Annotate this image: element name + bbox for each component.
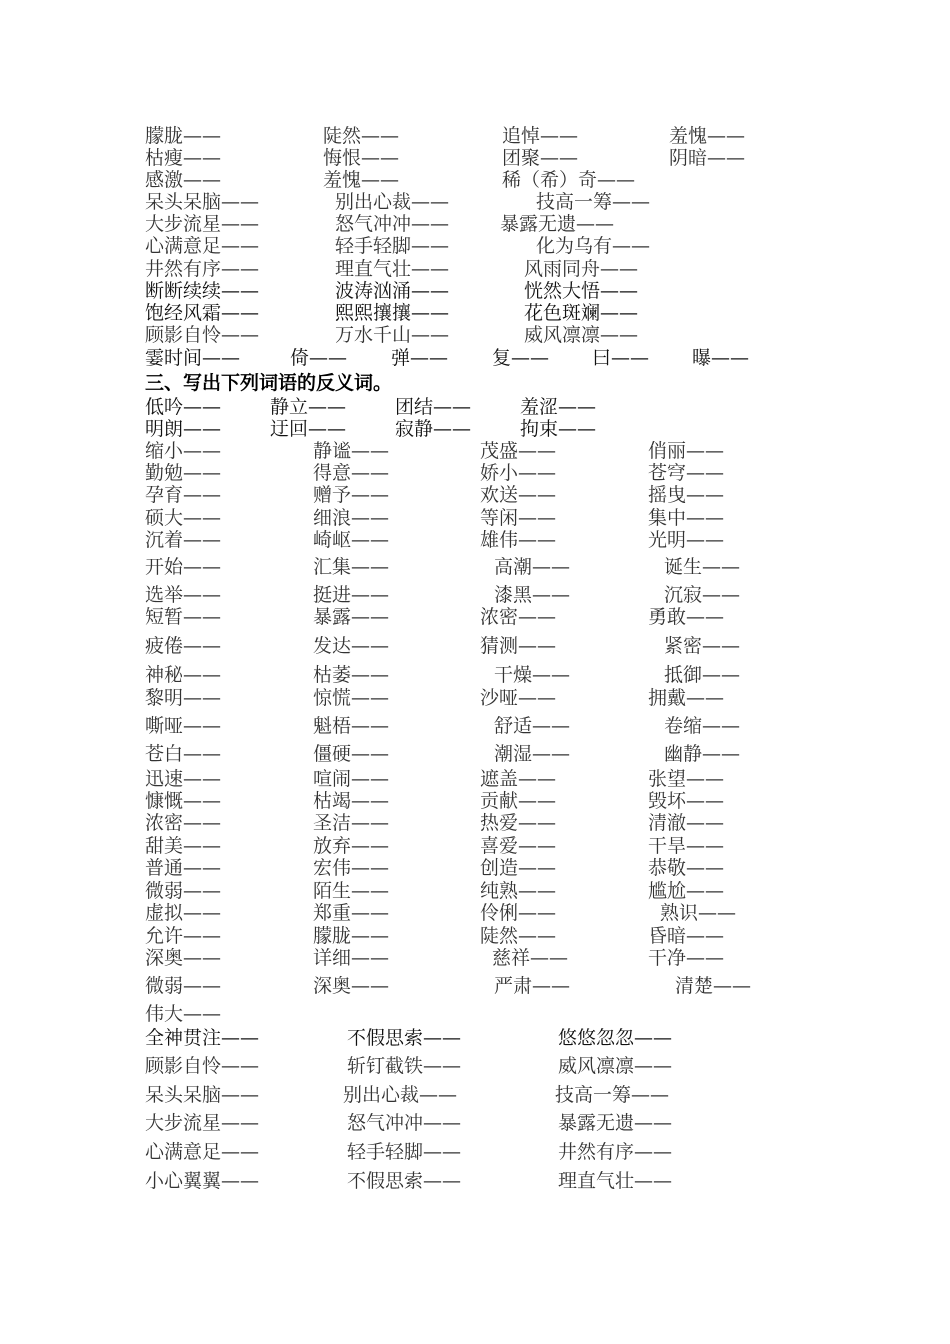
word-row [0,147,950,169]
word-item: 得意—— [313,462,390,484]
word-item: 摇曳—— [648,484,725,506]
word-item: 卷缩—— [664,715,741,737]
word-item: 清澈—— [648,812,725,834]
word-item: 迅速—— [145,768,222,790]
word-item: 拘束—— [520,418,597,440]
word-row [0,462,950,484]
word-item: 深奥—— [145,947,222,969]
word-item: 羞愧—— [323,169,400,191]
word-row [0,857,950,879]
word-item: 干旱—— [648,835,725,857]
word-item: 浓密—— [145,812,222,834]
word-item: 大步流星—— [145,213,260,235]
word-row [0,743,950,765]
word-item: 别出心裁—— [343,1084,458,1106]
word-item: 黎明—— [145,687,222,709]
word-item: 小心翼翼—— [145,1170,260,1192]
word-row [0,169,950,191]
word-item: 陡然—— [323,125,400,147]
word-row [0,396,950,418]
word-item: 威风凛凛—— [558,1055,673,1077]
word-item: 抵御—— [664,664,741,686]
word-item: 喜爱—— [480,835,557,857]
word-item: 诞生—— [664,556,741,578]
word-item: 恭敬—— [648,857,725,879]
word-item: 微弱—— [145,975,222,997]
word-row [0,687,950,709]
word-row [0,556,950,578]
word-item: 悠悠忽忽—— [558,1027,673,1049]
word-item: 僵硬—— [313,743,390,765]
word-item: 化为乌有—— [536,235,651,257]
word-row [0,125,950,147]
word-item: 开始—— [145,556,222,578]
word-item: 沉寂—— [664,584,741,606]
word-item: 威风凛凛—— [524,324,639,346]
word-item: 理直气壮—— [335,258,450,280]
word-item: 发达—— [313,635,390,657]
word-item: 呆头呆脑—— [145,1084,260,1106]
word-row [0,529,950,551]
word-item: 心满意足—— [145,235,260,257]
word-row [0,347,950,369]
word-item: 俏丽—— [648,440,725,462]
word-row [0,880,950,902]
word-item: 微弱—— [145,880,222,902]
word-item: 心满意足—— [145,1141,260,1163]
word-item: 宏伟—— [313,857,390,879]
word-item: 苍穹—— [648,462,725,484]
word-item: 崎岖—— [313,529,390,551]
word-item: 伟大—— [145,1003,222,1025]
word-row [0,1055,950,1077]
word-item: 朦胧—— [145,125,222,147]
word-item: 沉着—— [145,529,222,551]
word-item: 静立—— [270,396,347,418]
word-item: 稀（希）奇—— [502,169,636,191]
word-item: 悔恨—— [323,147,400,169]
word-item: 寂静—— [395,418,472,440]
word-item: 断断续续—— [145,280,260,302]
word-item: 干燥—— [494,664,571,686]
word-item: 暴露—— [313,606,390,628]
word-item: 全神贯注—— [145,1027,260,1049]
word-item: 张望—— [648,768,725,790]
word-item: 尴尬—— [648,880,725,902]
word-item: 朦胧—— [313,925,390,947]
word-item: 轻手轻脚—— [335,235,450,257]
word-row [0,324,950,346]
word-item: 纯熟—— [480,880,557,902]
word-row [0,812,950,834]
word-item: 赠予—— [313,484,390,506]
word-item: 低吟—— [145,396,222,418]
word-item: 饱经风霜—— [145,302,260,324]
word-item: 波涛汹涌—— [335,280,450,302]
word-item: 惊慌—— [313,687,390,709]
word-item: 慷慨—— [145,790,222,812]
word-item: 感激—— [145,169,222,191]
word-item: 斩钉截铁—— [347,1055,462,1077]
word-row [0,484,950,506]
word-item: 清楚—— [675,975,752,997]
word-row [0,947,950,969]
word-item: 集中—— [648,507,725,529]
word-row [0,213,950,235]
word-item: 缩小—— [145,440,222,462]
word-item: 光明—— [648,529,725,551]
word-item: 漆黑—— [494,584,571,606]
word-item: 大步流星—— [145,1112,260,1134]
word-row [0,1027,950,1049]
word-item: 团聚—— [502,147,579,169]
word-row [0,715,950,737]
word-item: 雄伟—— [480,529,557,551]
word-item: 拥戴—— [648,687,725,709]
word-item: 放弃—— [313,835,390,857]
word-item: 欢送—— [480,484,557,506]
word-item: 暴露无遗—— [558,1112,673,1134]
word-item: 等闲—— [480,507,557,529]
word-item: 紧密—— [664,635,741,657]
word-item: 虚拟—— [145,902,222,924]
word-item: 嘶哑—— [145,715,222,737]
word-item: 曰—— [592,347,650,369]
word-row [0,418,950,440]
word-row [0,606,950,628]
word-row [0,664,950,686]
word-item: 技高一筹—— [536,191,651,213]
word-item: 熟识—— [660,902,737,924]
word-item: 顾影自怜—— [145,1055,260,1077]
word-item: 复—— [492,347,550,369]
word-item: 潮湿—— [494,743,571,765]
word-item: 不假思索—— [347,1170,462,1192]
word-row [0,191,950,213]
word-item: 高潮—— [494,556,571,578]
word-row [0,902,950,924]
word-item: 普通—— [145,857,222,879]
word-item: 羞涩—— [520,396,597,418]
word-item: 深奥—— [313,975,390,997]
word-item: 严肃—— [494,975,571,997]
word-item: 猜测—— [480,635,557,657]
word-item: 幽静—— [664,743,741,765]
word-item: 团结—— [395,396,472,418]
word-row [0,768,950,790]
word-row [0,1170,950,1192]
word-item: 技高一筹—— [555,1084,670,1106]
word-item: 羞愧—— [669,125,746,147]
word-item: 枯萎—— [313,664,390,686]
word-item: 娇小—— [480,462,557,484]
word-row [0,280,950,302]
word-item: 魁梧—— [313,715,390,737]
word-item: 甜美—— [145,835,222,857]
section-heading: 三、写出下列词语的反义词。 [145,372,393,394]
word-item: 喧闹—— [313,768,390,790]
word-row [0,584,950,606]
word-row [0,1084,950,1106]
word-item: 熙熙攘攘—— [335,302,450,324]
word-item: 弹—— [391,347,449,369]
word-item: 毁坏—— [648,790,725,812]
word-row [0,507,950,529]
word-item: 明朗—— [145,418,222,440]
word-item: 昏暗—— [648,925,725,947]
word-item: 茂盛—— [480,440,557,462]
word-item: 舒适—— [494,715,571,737]
word-item: 浓密—— [480,606,557,628]
word-item: 阴暗—— [669,147,746,169]
word-item: 陡然—— [480,925,557,947]
word-row [0,635,950,657]
word-item: 井然有序—— [145,258,260,280]
word-item: 创造—— [480,857,557,879]
word-item: 详细—— [313,947,390,969]
word-item: 干净—— [648,947,725,969]
word-item: 汇集—— [313,556,390,578]
word-item: 选举—— [145,584,222,606]
word-item: 呆头呆脑—— [145,191,260,213]
word-item: 枯瘦—— [145,147,222,169]
word-row [0,258,950,280]
word-item: 伶俐—— [480,902,557,924]
word-row [0,440,950,462]
word-item: 慈祥—— [492,947,569,969]
word-item: 苍白—— [145,743,222,765]
word-item: 神秘—— [145,664,222,686]
word-item: 挺进—— [313,584,390,606]
word-item: 花色斑斓—— [524,302,639,324]
word-item: 恍然大悟—— [524,280,639,302]
word-item: 理直气壮—— [558,1170,673,1192]
word-row [0,790,950,812]
word-item: 倚—— [290,347,348,369]
word-item: 贡献—— [480,790,557,812]
word-item: 曝—— [692,347,750,369]
word-item: 疲倦—— [145,635,222,657]
word-item: 迂回—— [270,418,347,440]
word-item: 怒气冲冲—— [335,213,450,235]
word-item: 细浪—— [313,507,390,529]
word-row [0,235,950,257]
word-item: 硕大—— [145,507,222,529]
word-item: 暴露无遗—— [500,213,615,235]
word-item: 沙哑—— [480,687,557,709]
word-item: 静谧—— [313,440,390,462]
word-item: 陌生—— [313,880,390,902]
word-item: 顾影自怜—— [145,324,260,346]
word-item: 井然有序—— [558,1141,673,1163]
word-item: 别出心裁—— [335,191,450,213]
word-item: 万水千山—— [335,324,450,346]
word-item: 遮盖—— [480,768,557,790]
word-item: 霎时间—— [145,347,241,369]
word-item: 风雨同舟—— [524,258,639,280]
word-item: 轻手轻脚—— [347,1141,462,1163]
word-item: 勤勉—— [145,462,222,484]
word-item: 怒气冲冲—— [347,1112,462,1134]
word-row [0,1141,950,1163]
word-item: 圣洁—— [313,812,390,834]
word-row [0,925,950,947]
word-item: 孕育—— [145,484,222,506]
word-item: 短暂—— [145,606,222,628]
word-row [0,302,950,324]
word-item: 郑重—— [313,902,390,924]
word-row [0,835,950,857]
word-row [0,1003,950,1025]
word-item: 允许—— [145,925,222,947]
word-row [0,1112,950,1134]
word-item: 枯竭—— [313,790,390,812]
word-item: 追悼—— [502,125,579,147]
word-row [0,975,950,997]
word-item: 不假思索—— [347,1027,462,1049]
word-item: 勇敢—— [648,606,725,628]
word-item: 热爱—— [480,812,557,834]
